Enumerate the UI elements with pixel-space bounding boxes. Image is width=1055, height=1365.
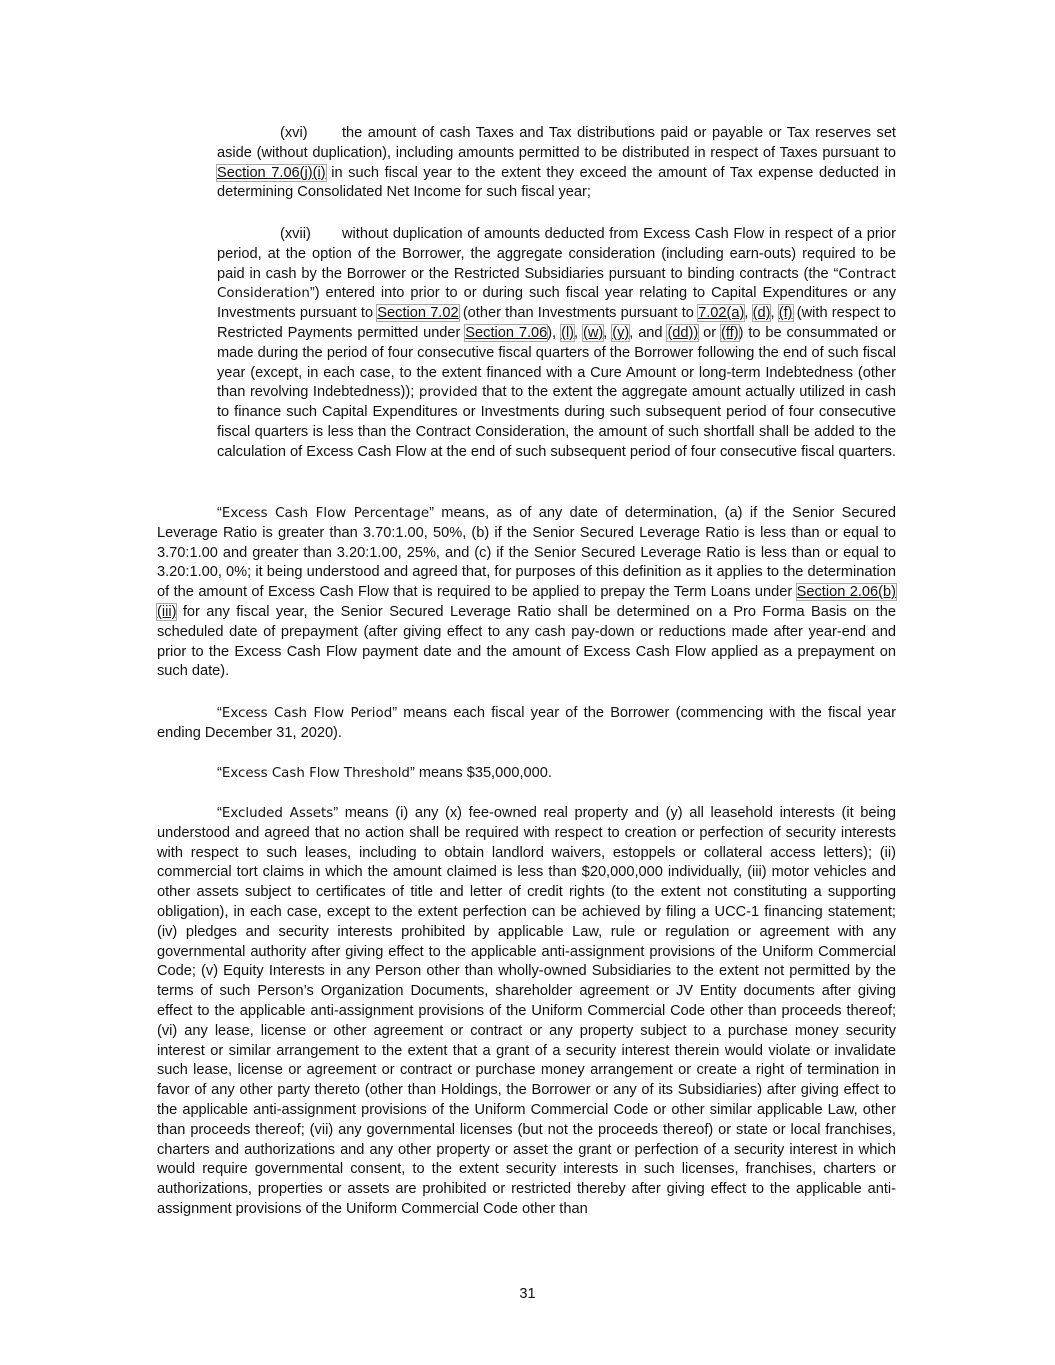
section-link[interactable]: (y) — [612, 324, 630, 341]
section-link[interactable]: Section 2.06(b)(iii) — [157, 584, 896, 620]
section-link[interactable]: (ff) — [721, 324, 739, 341]
section-link[interactable]: Section 7.02 — [377, 305, 459, 322]
definition-ecf-threshold: “Excess Cash Flow Threshold” means $35,000,000. — [217, 765, 552, 781]
section-link[interactable]: (d) — [752, 305, 771, 322]
definition-ecf-period: “Excess Cash Flow Period” means each fiscal year of the Borrower (commencing with the fiscal year ending December 31, 2020). — [157, 705, 896, 741]
defined-term: Excess Cash Flow Percentage — [221, 506, 430, 521]
defined-term: Contract Consideration — [217, 266, 896, 302]
clause-xvi: (xvi) the amount of cash Taxes and Tax distributions paid or payable or Tax reserves set aside (without duplication), including amounts permitted to be distributed in respect of Taxes pursuant to Section 7.06(j)(i) in such fiscal year to the extent they exceed the amount of Tax expense deducted in determining Consolidated Net Income for such fiscal year; — [217, 125, 897, 201]
clause-xvii: (xvii) without duplication of amounts deducted from Excess Cash Flow in respect of a prior period, at the option of the Borrower, the aggregate consideration (including earn-outs) required to be paid in cash by the Borrower or the Restricted Subsidiaries pursuant to binding contracts (the “Contract Consideration”) entered into prior to or during such fiscal year relating to Capital Expenditures or any Investments pursuant to Section 7.02 (other than Investments pursuant to 7.02(a), (d), (f) (with respect to Restricted Payments permitted under Section 7.06), (l), (w), (y), and (dd)) or (ff)) to be consummated or made during the period of four consecutive fiscal quarters of the Borrower following the end of such fiscal year (except, in each case, to the extent financed with a Cure Amount or long-term Indebtedness (other than revolving Indebtedness)); provided that to the extent the aggregate amount actually utilized in cash to finance such Capital Expenditures or Investments during such subsequent period of four consecutive fiscal quarters is less than the Contract Consideration, the amount of such shortfall shall be added to the calculation of Excess Cash Flow at the end of such subsequent period of four consecutive fiscal quarters. — [217, 226, 897, 460]
provided-term: provided — [418, 385, 478, 401]
section-link[interactable]: Section 7.06(j)(i) — [217, 164, 326, 181]
definition-ecf-percentage: “Excess Cash Flow Percentage” means, as of any date of determination, (a) if the Senior Secured Leverage Ratio is greater than 3.70:1.00, 50%, (b) if the Senior Secured Leverage Ratio is less than or equal to 3.70:1.00 and greater than 3.20:1.00, 25%, and (c) if the Senior Secured Leverage Ratio is less than or equal to 3.20:1.00, 0%; it being understood and agreed that, for purposes of this definition as it applies to the determination of the amount of Excess Cash Flow that is required to be applied to prepay the Term Loans under Section 2.06(b)(iii) for any fiscal year, the Senior Secured Leverage Ratio shall be determined on a Pro Forma Basis on the scheduled date of prepayment (after giving effect to any cash pay-down or reductions made after year-end and prior to the Excess Cash Flow payment date and the amount of Excess Cash Flow applied as a prepayment on such date). — [157, 505, 896, 680]
definition-excluded-assets: “Excluded Assets” means (i) any (x) fee-owned real property and (y) all leasehold interests (it being understood and agreed that no action shall be required with respect to creation or perfection of security interests with respect to such leases, including to obtain landlord waivers, estoppels or collateral access letters); (ii) commercial tort claims in which the amount claimed is less than $20,000,000 individually, (iii) motor vehicles and other assets subject to certificates of title and letter of credit rights (to the extent not constituting a supporting obligation), in each case, except to the extent perfection can be achieved by filing a UCC-1 financing statement; (iv) pledges and security interests prohibited by applicable Law, rule or regulation or agreement with any governmental authority after giving effect to the applicable anti-assignment provisions of the Uniform Commercial Code; (v) Equity Interests in any Person other than wholly-owned Subsidiaries to the extent not permitted by the terms of such Person’s Organization Documents, shareholder agreement or JV Entity documents after giving effect to the applicable anti-assignment provisions of the Uniform Commercial Code other than proceeds thereof; (vi) any lease, license or other agreement or contract or any property subject to a purchase money security interest or similar arrangement to the extent that a grant of a security interest therein would violate or invalidate such lease, license or agreement or contract or purchase money arrangement or create a right of termination in favor of any other party thereto (other than Holdings, the Borrower or any of its Subsidiaries) after giving effect to the applicable anti-assignment provisions of the Uniform Commercial Code or other similar applicable Law, other than proceeds thereof; (vii) any governmental licenses (but not the proceeds thereof) or state or local franchises, charters and authorizations and any other property or asset the grant or perfection of a security interest in which would require governmental consent, to the extent security interests in such licenses, franchises, charters or authorizations, properties or assets are prohibited or restricted thereby after giving effect to the applicable anti-assignment provisions of the Uniform Commercial Code other than — [157, 805, 896, 1217]
section-link[interactable]: Section 7.06 — [465, 324, 548, 341]
page-number: 31 — [519, 1286, 536, 1302]
section-link[interactable]: (dd)) — [667, 324, 699, 341]
section-link[interactable]: (l) — [561, 324, 575, 341]
clause-number: (xvii) — [280, 226, 311, 242]
defined-term: Excess Cash Flow Period — [221, 706, 393, 721]
clause-number: (xvi) — [280, 125, 308, 141]
defined-term: Excluded Assets — [221, 806, 334, 821]
section-link[interactable]: (f) — [778, 305, 793, 322]
defined-term: Excess Cash Flow Threshold — [221, 766, 410, 781]
section-link[interactable]: (w) — [583, 324, 604, 341]
section-link[interactable]: 7.02(a) — [698, 305, 745, 322]
